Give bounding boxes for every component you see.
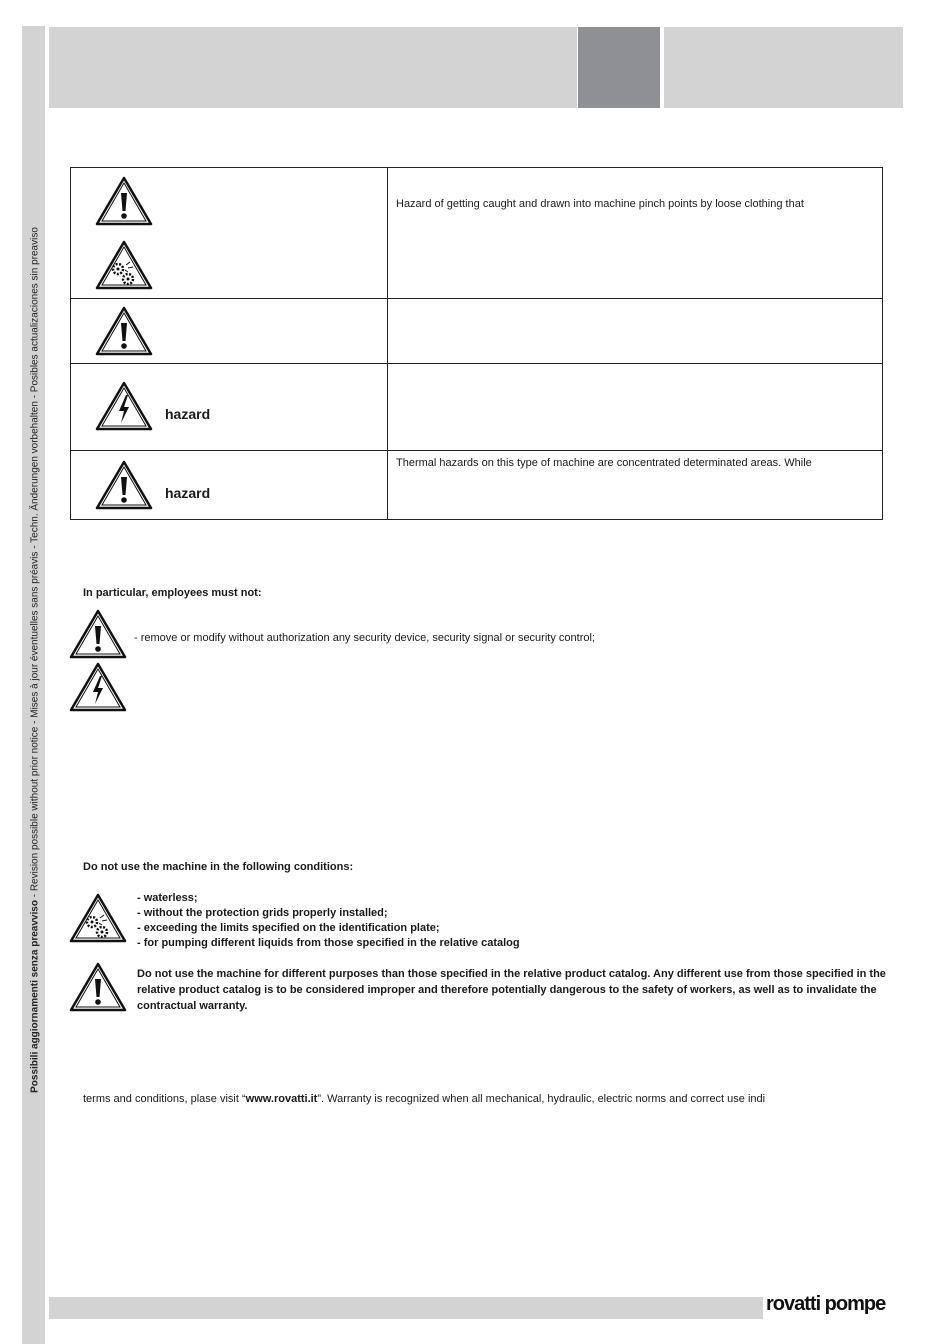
employees-item: - remove or modify without authorization any security device, security signal or security control;: [134, 632, 595, 644]
hazard-row: [71, 168, 883, 299]
exclamation-warning-icon: [95, 460, 153, 510]
conditions-list: [137, 891, 520, 951]
website-link[interactable]: www.rovatti.it: [245, 1093, 318, 1105]
gear-entanglement-warning-icon: [95, 240, 153, 290]
gear-entanglement-warning-icon: [69, 893, 127, 943]
list-item: - without the protection grids properly installed;: [137, 907, 388, 919]
hazard-description: [388, 364, 883, 451]
improper-use-warning: Do not use the machine for different purposes than those specified in the relative product catalog. Any different use from those specified in the relative product catalog is to be considered improper and therefore potentially dangerous to the safety of workers, as well as to invalidate the contractual warranty.: [137, 968, 886, 1012]
conditions-heading: Do not use the machine in the following conditions:: [83, 861, 354, 873]
list-item: - exceeding the limits specified on the identification plate;: [137, 922, 440, 934]
list-item: - for pumping different liquids from those specified in the relative catalog: [137, 937, 520, 949]
exclamation-warning-icon: [95, 176, 153, 226]
exclamation-warning-icon: [69, 962, 127, 1012]
hazard-row: [71, 364, 883, 451]
hazard-table: [70, 167, 883, 520]
hazard-description: Hazard of getting caught and drawn into machine pinch points by loose clothing that: [388, 168, 883, 299]
hazard-icon-cell: [71, 299, 388, 364]
hazard-icon-cell: [71, 364, 388, 451]
electrical-hazard-icon: [69, 662, 127, 712]
header-bar: [49, 27, 577, 108]
rovatti-logo: rovatti pompe: [766, 1293, 886, 1315]
electrical-hazard-icon: [95, 381, 153, 431]
hazard-description: [388, 299, 883, 364]
header-right-block: [664, 27, 903, 108]
hazard-label: hazard: [165, 406, 211, 422]
hazard-description: Thermal hazards on this type of machine are concentrated determinated areas. While: [388, 451, 883, 520]
hazard-label: hazard: [165, 485, 211, 501]
header-accent-block: [578, 27, 660, 108]
hazard-icon-cell: [71, 451, 388, 520]
footer-bar: [49, 1297, 763, 1319]
sidebar-strip-bottom: [22, 1296, 45, 1344]
hazard-icon-cell: [71, 168, 388, 299]
exclamation-warning-icon: [69, 609, 127, 659]
hazard-row: [71, 451, 883, 520]
list-item: - waterless;: [137, 892, 198, 904]
hazard-row: [71, 299, 883, 364]
exclamation-warning-icon: [95, 306, 153, 356]
sidebar-notice: Possibili aggiornamenti senza preavviso - Revision possible without prior notice - Mises à jour éventuelles sans préavis - Techn. Änderungen vorbehalten - Posibles actualizaciones sin preaviso: [29, 227, 41, 1093]
warranty-text: terms and conditions, plase visit “www.rovatti.it”. Warranty is recognized when all mechanical, hydraulic, electric norms and correct use indi: [83, 1093, 766, 1105]
employees-heading: In particular, employees must not:: [83, 587, 262, 599]
